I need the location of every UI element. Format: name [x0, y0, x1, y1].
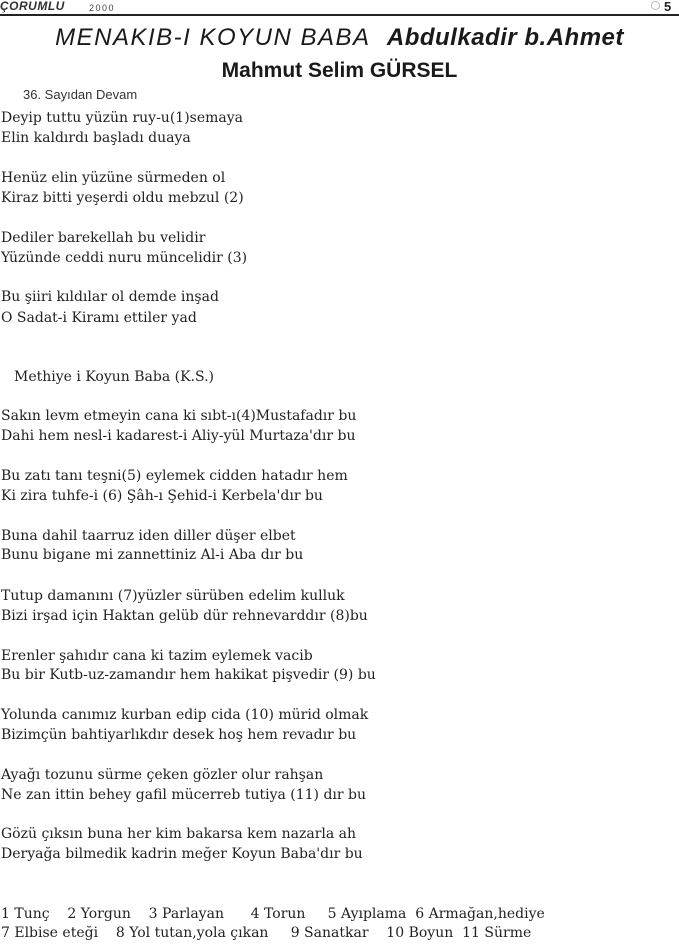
- page-header: [0, 0, 679, 16]
- methiye-subtitle: Methiye i Koyun Baba (K.S.): [14, 369, 214, 385]
- methiye-line: Bu zatı tanı teşni(5) eylemek cidden hatadır hem: [1, 468, 348, 484]
- author-name: Mahmut Selim GÜRSEL: [221, 59, 458, 82]
- circle-mark-icon: [651, 1, 660, 10]
- issue-year: 2000: [89, 3, 116, 13]
- poem-line: Dediler barekellah bu velidir: [1, 230, 206, 246]
- methiye-line: Tutup damanını (7)yüzler sürüben edelim kulluk: [1, 588, 345, 604]
- poem-line: O Sadat-i Kiramı ettiler yad: [1, 310, 197, 326]
- methiye-line: Buna dahil taarruz iden diller düşer elbet: [1, 528, 296, 544]
- poem-line: Yüzünde ceddi nuru müncelidir (3): [1, 250, 248, 266]
- methiye-line: Erenler şahıdır cana ki tazim eylemek vacib: [1, 648, 313, 664]
- methiye-line: Ayağı tozunu sürme çeken gözler olur rahşan: [1, 767, 324, 783]
- methiye-line: Deryağa bilmedik kadrin meğer Koyun Baba'dır bu: [1, 846, 363, 862]
- methiye-line: Bu bir Kutb-uz-zamandır hem hakikat pişvedir (9) bu: [1, 667, 376, 683]
- magazine-name: ÇORUMLU: [0, 0, 65, 13]
- poem-line: Kiraz bitti yeşerdi oldu mebzul (2): [1, 190, 244, 206]
- poem-line: Bu şiiri kıldılar ol demde inşad: [1, 289, 219, 305]
- methiye-line: Yolunda canımız kurban edip cida (10) mürid olmak: [1, 707, 369, 723]
- poem-line: Deyip tuttu yüzün ruy-u(1)semaya: [1, 110, 243, 126]
- methiye-line: Bizi irşad için Haktan gelüb dür rehnevarddır (8)bu: [1, 608, 368, 624]
- methiye-line: Bizimçün bahtiyarlıkdır desek hoş hem revadır bu: [1, 727, 357, 743]
- methiye-line: Sakın levm etmeyin cana ki sıbt-ı(4)Mustafadır bu: [1, 408, 357, 424]
- methiye-line: Ki zira tuhfe-i (6) Şâh-ı Şehid-i Kerbela'dır bu: [1, 488, 323, 504]
- methiye-line: Dahi hem nesl-i kadarest-i Aliy-yül Murtaza'dır bu: [1, 428, 356, 444]
- page-number: 5: [664, 0, 672, 14]
- methiye-line: Ne zan ittin behey gafil mücerreb tutiya (11) dır bu: [1, 787, 367, 803]
- methiye-line: Gözü çıksın buna her kim bakarsa kem nazarla ah: [1, 826, 357, 842]
- methiye-line: Bunu bigane mi zannettiniz Al-i Aba dır bu: [1, 547, 304, 563]
- header-rule: [0, 14, 679, 16]
- poem-line: Elin kaldırdı başladı duaya: [1, 130, 191, 146]
- poem-line: Henüz elin yüzüne sürmeden ol: [1, 170, 226, 186]
- title-main: MENAKIB-I KOYUN BABA: [55, 24, 371, 51]
- article-title: [0, 24, 679, 52]
- title-author-name: Abdulkadir b.Ahmet: [386, 24, 624, 51]
- continued-note: 36. Sayıdan Devam: [23, 87, 138, 102]
- footnote-line: 1 Tunç 2 Yorgun 3 Parlayan 4 Torun 5 Ayıplama 6 Armağan,hediye: [1, 906, 545, 922]
- footnote-line: 7 Elbise eteği 8 Yol tutan,yola çıkan 9 Sanatkar 10 Boyun 11 Sürme: [1, 925, 532, 941]
